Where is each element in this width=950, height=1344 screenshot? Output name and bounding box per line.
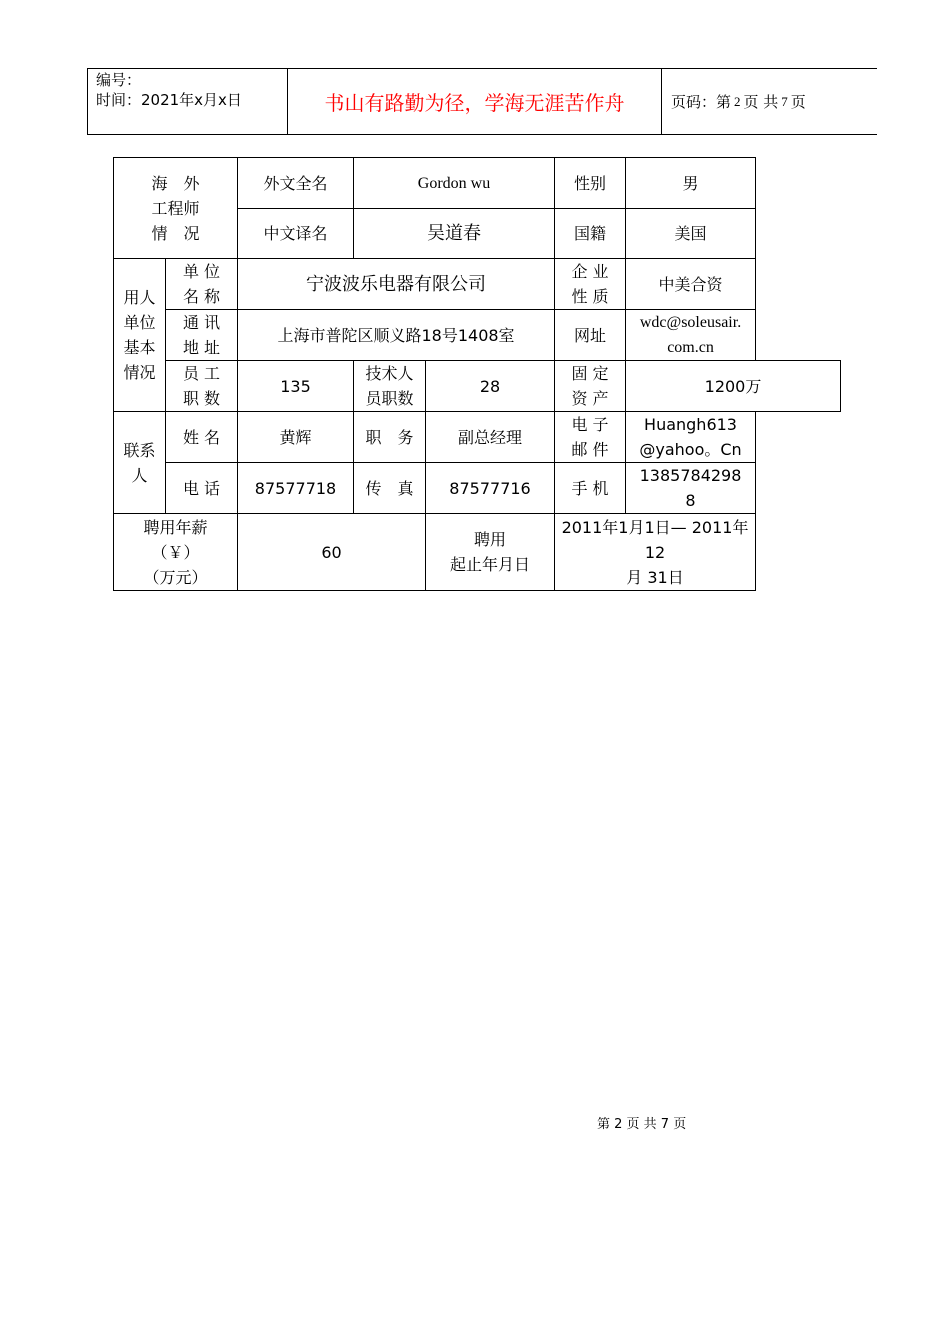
chinese-name-label: 中文译名 xyxy=(238,209,354,259)
page-mid: 页 共 xyxy=(743,93,779,111)
website-value: wdc@soleusair. com.cn xyxy=(626,310,756,361)
tech-count-label: 技术人 员职数 xyxy=(354,361,426,412)
table-row xyxy=(114,259,841,310)
position-value: 副总经理 xyxy=(426,412,555,463)
page-suffix: 页 xyxy=(790,93,806,111)
page-total: 7 xyxy=(781,93,788,109)
contact-name-label: 姓 名 xyxy=(166,412,238,463)
foreign-name-value: Gordon wu xyxy=(354,158,555,209)
table-row xyxy=(114,412,841,463)
address-label: 通 讯 地 址 xyxy=(166,310,238,361)
gender-label: 性别 xyxy=(555,158,626,209)
fixed-assets-label: 固 定 资 产 xyxy=(555,361,626,412)
page-prefix: 页码：第 xyxy=(671,93,732,111)
chinese-name-value: 吴道春 xyxy=(354,209,555,259)
engineer-section-label: 海 外 工程师 情 况 xyxy=(114,158,238,259)
employment-period-label: 聘用 起止年月日 xyxy=(426,514,555,591)
tech-count-value: 28 xyxy=(426,361,555,412)
nationality-label: 国籍 xyxy=(555,209,626,259)
number-label: 编号： xyxy=(96,71,142,89)
engineer-form-table xyxy=(113,157,841,591)
foreign-name-label: 外文全名 xyxy=(238,158,354,209)
company-name-label: 单 位 名 称 xyxy=(166,259,238,310)
salary-label: 聘用年薪 （￥） （万元） xyxy=(114,514,238,591)
fixed-assets-value: 1200万 xyxy=(626,361,841,412)
header-page-number xyxy=(662,69,878,134)
email-label: 电 子 邮 件 xyxy=(555,412,626,463)
mobile-value: 1385784298 8 xyxy=(626,463,756,514)
table-row xyxy=(114,310,841,361)
address-value: 上海市普陀区顺义路18号1408室 xyxy=(238,310,555,361)
page-header xyxy=(87,68,877,135)
time-label: 时间：2021年x月x日 xyxy=(96,91,242,109)
mobile-label: 手 机 xyxy=(555,463,626,514)
email-value: Huangh613 @yahoo。Cn xyxy=(626,412,756,463)
employer-section-label: 用人 单位 基本 情况 xyxy=(114,259,166,412)
fax-label: 传 真 xyxy=(354,463,426,514)
header-meta xyxy=(88,69,288,134)
phone-value: 87577718 xyxy=(238,463,354,514)
table-row xyxy=(114,514,841,591)
contact-name-value: 黄辉 xyxy=(238,412,354,463)
table-row xyxy=(114,158,841,209)
company-nature-label: 企 业 性 质 xyxy=(555,259,626,310)
phone-label: 电 话 xyxy=(166,463,238,514)
contact-section-label: 联系 人 xyxy=(114,412,166,514)
page-current: 2 xyxy=(734,93,741,109)
employment-period-value: 2011年1月1日— 2011年12 月 31日 xyxy=(555,514,756,591)
fax-value: 87577716 xyxy=(426,463,555,514)
website-label: 网址 xyxy=(555,310,626,361)
staff-count-value: 135 xyxy=(238,361,354,412)
nationality-value: 美国 xyxy=(626,209,756,259)
company-nature-value: 中美合资 xyxy=(626,259,756,310)
table-row xyxy=(114,361,841,412)
position-label: 职 务 xyxy=(354,412,426,463)
table-row xyxy=(114,463,841,514)
company-name-value: 宁波波乐电器有限公司 xyxy=(238,259,555,310)
gender-value: 男 xyxy=(626,158,756,209)
salary-value: 60 xyxy=(238,514,426,591)
page-footer: 第 2 页 共 7 页 xyxy=(597,1117,687,1132)
staff-count-label: 员 工 职 数 xyxy=(166,361,238,412)
header-motto: 书山有路勤为径，学海无涯苦作舟 xyxy=(288,69,662,134)
